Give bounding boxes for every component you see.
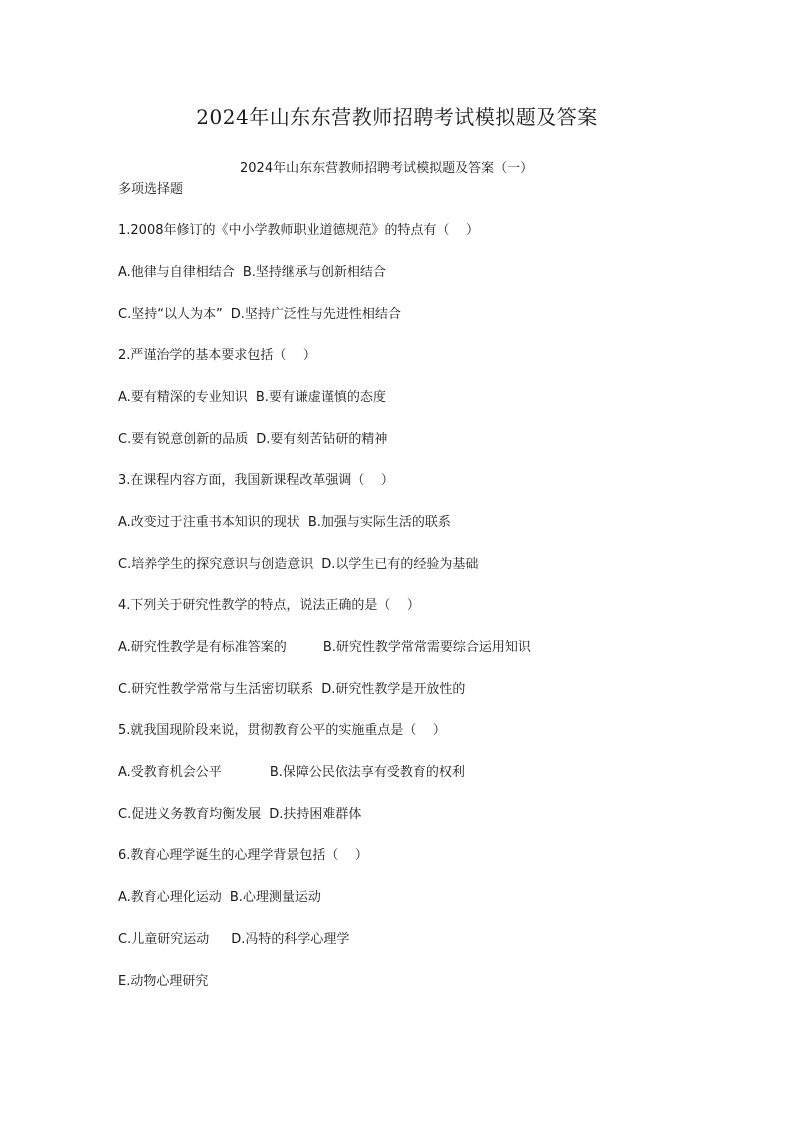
option-d: D.坚持广泛性与先进性相结合: [230, 307, 401, 322]
question-stem: 2.严谨治学的基本要求包括（ ）: [118, 348, 316, 363]
option-line: [118, 639, 531, 657]
section-title: 2024年山东东营教师招聘考试模拟题及答案（一）: [240, 161, 534, 176]
option-line: [118, 973, 208, 991]
option-a: A.研究性教学是有标准答案的: [118, 640, 287, 655]
option-c: C.儿童研究运动: [118, 932, 210, 947]
option-line: [118, 514, 451, 532]
option-c: C.要有锐意创新的品质: [118, 432, 249, 447]
option-b: B.研究性教学常常需要综合运用知识: [322, 640, 531, 655]
option-d: D.扶持困难群体: [269, 807, 362, 822]
option-line: [118, 556, 478, 574]
option-line: [118, 306, 401, 324]
option-line: [118, 806, 361, 824]
question-stem: 4.下列关于研究性教学的特点，说法正确的是（ ）: [118, 598, 420, 613]
question-stem: 1.2008年修订的《中小学教师职业道德规范》的特点有（ ）: [118, 223, 480, 238]
option-b: B.加强与实际生活的联系: [307, 515, 451, 530]
option-c: C.坚持“以人为本”: [118, 307, 223, 322]
option-a: A.教育心理化运动: [118, 890, 222, 905]
option-line: [118, 889, 321, 907]
option-a: A.受教育机会公平: [118, 765, 222, 780]
option-a: A.改变过于注重书本知识的现状: [118, 515, 300, 530]
option-c: C.培养学生的探究意识与创造意识: [118, 557, 314, 572]
option-e: E.动物心理研究: [118, 974, 209, 989]
option-c: C.促进义务教育均衡发展: [118, 807, 262, 822]
option-line: [118, 264, 386, 282]
option-b: B.保障公民依法享有受教育的权利: [269, 765, 465, 780]
option-line: [118, 389, 386, 407]
option-a: A.要有精深的专业知识: [118, 390, 248, 405]
option-line: [118, 431, 387, 449]
option-d: D.要有刻苦钻研的精神: [256, 432, 388, 447]
option-line: [118, 931, 349, 949]
question-stem: 3.在课程内容方面，我国新课程改革强调（ ）: [118, 473, 394, 488]
option-b: B.要有谦虚谨慎的态度: [255, 390, 386, 405]
option-d: D.研究性教学是开放性的: [321, 682, 466, 697]
option-line: [118, 764, 465, 782]
option-d: D.以学生已有的经验为基础: [321, 557, 479, 572]
option-a: A.他律与自律相结合: [118, 265, 235, 280]
question-category: 多项选择题: [118, 182, 184, 197]
option-b: B.坚持继承与创新相结合: [242, 265, 386, 280]
option-line: [118, 681, 465, 699]
question-stem: 5.就我国现阶段来说，贯彻教育公平的实施重点是（ ）: [118, 723, 446, 738]
option-c: C.研究性教学常常与生活密切联系: [118, 682, 314, 697]
document-title: 2024年山东东营教师招聘考试模拟题及答案: [196, 105, 598, 129]
option-d: D.冯特的科学心理学: [231, 932, 350, 947]
question-stem: 6.教育心理学诞生的心理学背景包括（ ）: [118, 848, 368, 863]
option-b: B.心理测量运动: [229, 890, 321, 905]
